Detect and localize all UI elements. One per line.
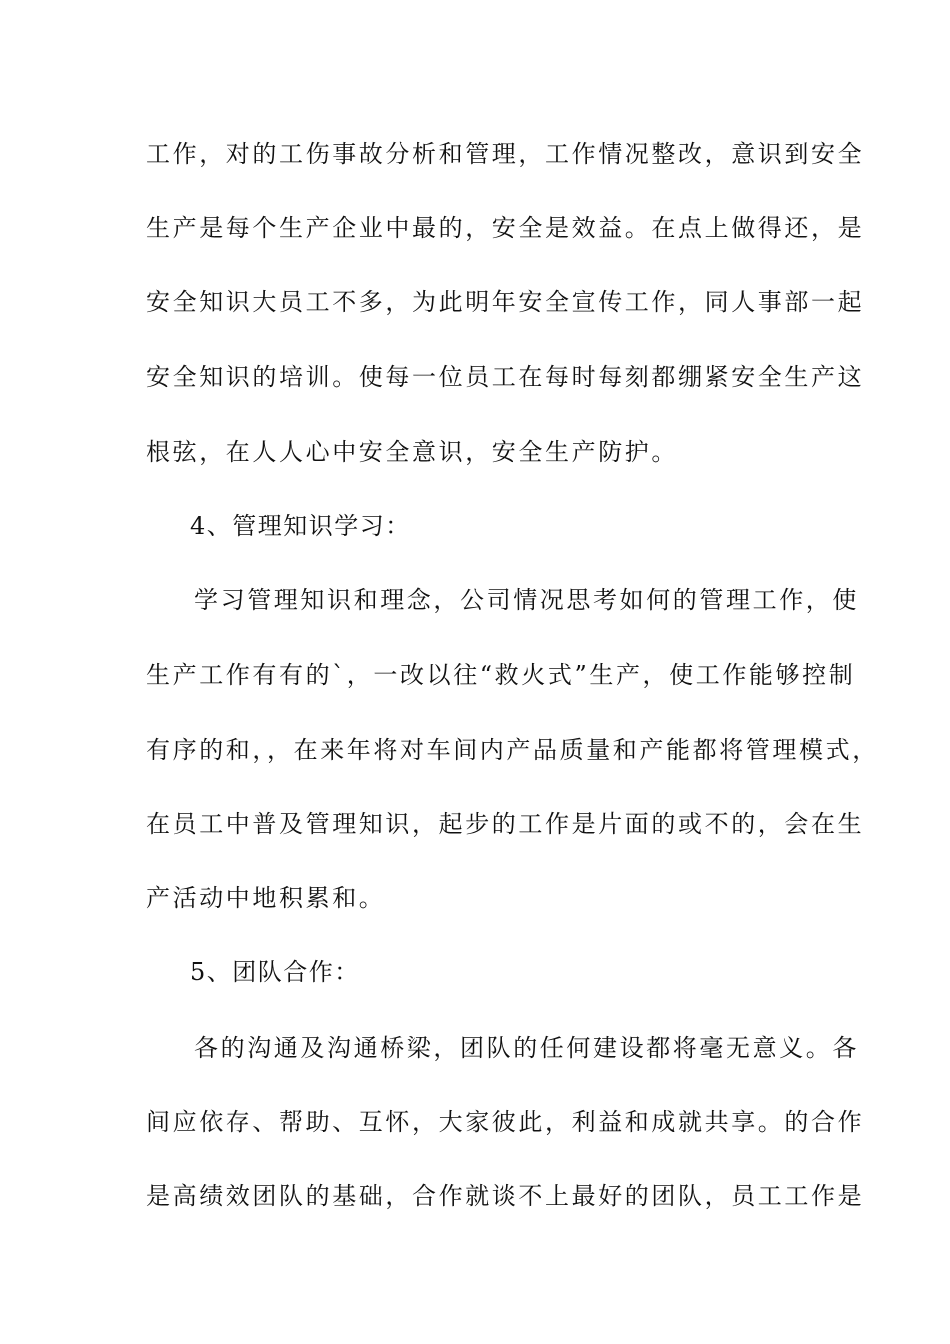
paragraph-line: 根弦，在人人心中安全意识，安全生产防护。 [146,438,678,466]
section-heading-teamwork: 5、团队合作： [190,958,360,986]
section-heading-management-learning: 4、管理知识学习： [190,512,411,540]
paragraph-first-line: 各的沟通及沟通桥梁，团队的任何建设都将毫无意义。各 [194,1034,859,1062]
paragraph-line: 安全知识大员工不多，为此明年安全宣传工作，同人事部一起 [146,288,865,316]
paragraph-line: 生产工作有有的`，一改以往“救火式”生产，使工作能够控制 [146,661,856,689]
paragraph-first-line: 学习管理知识和理念，公司情况思考如何的管理工作，使 [194,586,859,614]
paragraph-line: 有序的和，，在来年将对车间内产品质量和产能都将管理模式， [146,736,879,764]
paragraph-line: 工作，对的工伤事故分析和管理，工作情况整改，意识到安全 [146,140,865,168]
paragraph-line: 生产是每个生产企业中最的，安全是效益。在点上做得还，是 [146,214,865,242]
paragraph-line: 是高绩效团队的基础，合作就谈不上最好的团队，员工工作是 [146,1182,865,1210]
paragraph-line: 安全知识的培训。使每一位员工在每时每刻都绷紧安全生产这 [146,363,865,391]
paragraph-line: 产活动中地积累和。 [146,884,386,912]
paragraph-line: 间应依存、帮助、互怀，大家彼此，利益和成就共享。的合作 [146,1108,865,1136]
paragraph-line: 在员工中普及管理知识，起步的工作是片面的或不的，会在生 [146,810,865,838]
